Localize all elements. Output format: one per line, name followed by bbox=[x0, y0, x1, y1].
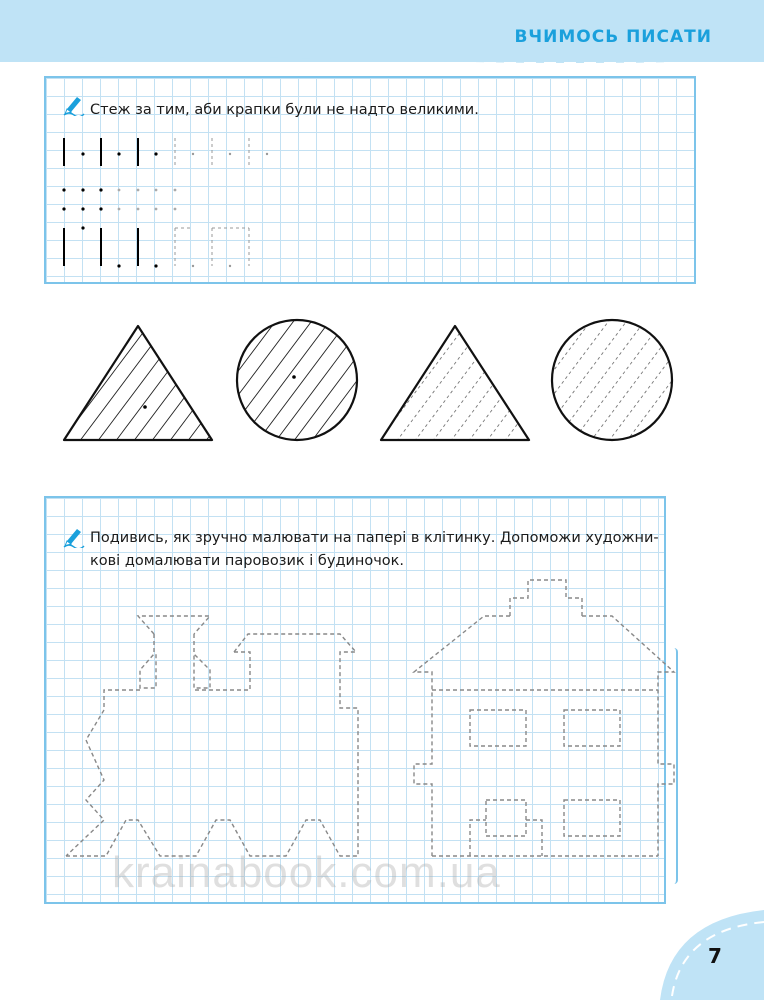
corner-swoosh bbox=[640, 900, 764, 1000]
triangle-shape-2 bbox=[357, 310, 621, 470]
header-dashed-edge bbox=[0, 54, 764, 70]
watermark: krainabook.com.ua bbox=[112, 848, 501, 897]
page-number: 7 bbox=[708, 944, 722, 968]
circle-shape-2 bbox=[461, 310, 725, 470]
triangle-shape-1 bbox=[40, 310, 304, 470]
pen-icon bbox=[62, 94, 86, 116]
exercise-2-instruction-line-2: кові домалювати паровозик і будиночок. bbox=[90, 553, 405, 569]
section-title: ВЧИМОСЬ ПИСАТИ bbox=[514, 27, 712, 47]
pen-icon bbox=[62, 526, 86, 548]
circle-shape-1 bbox=[146, 310, 410, 470]
exercise-1-instruction: Стеж за тим, аби крапки були не надто великими. bbox=[90, 102, 479, 118]
exercise-2-instruction-line-1: Подивись, як зручно малювати на папері в клітинку. Допоможи художни- bbox=[90, 530, 659, 546]
